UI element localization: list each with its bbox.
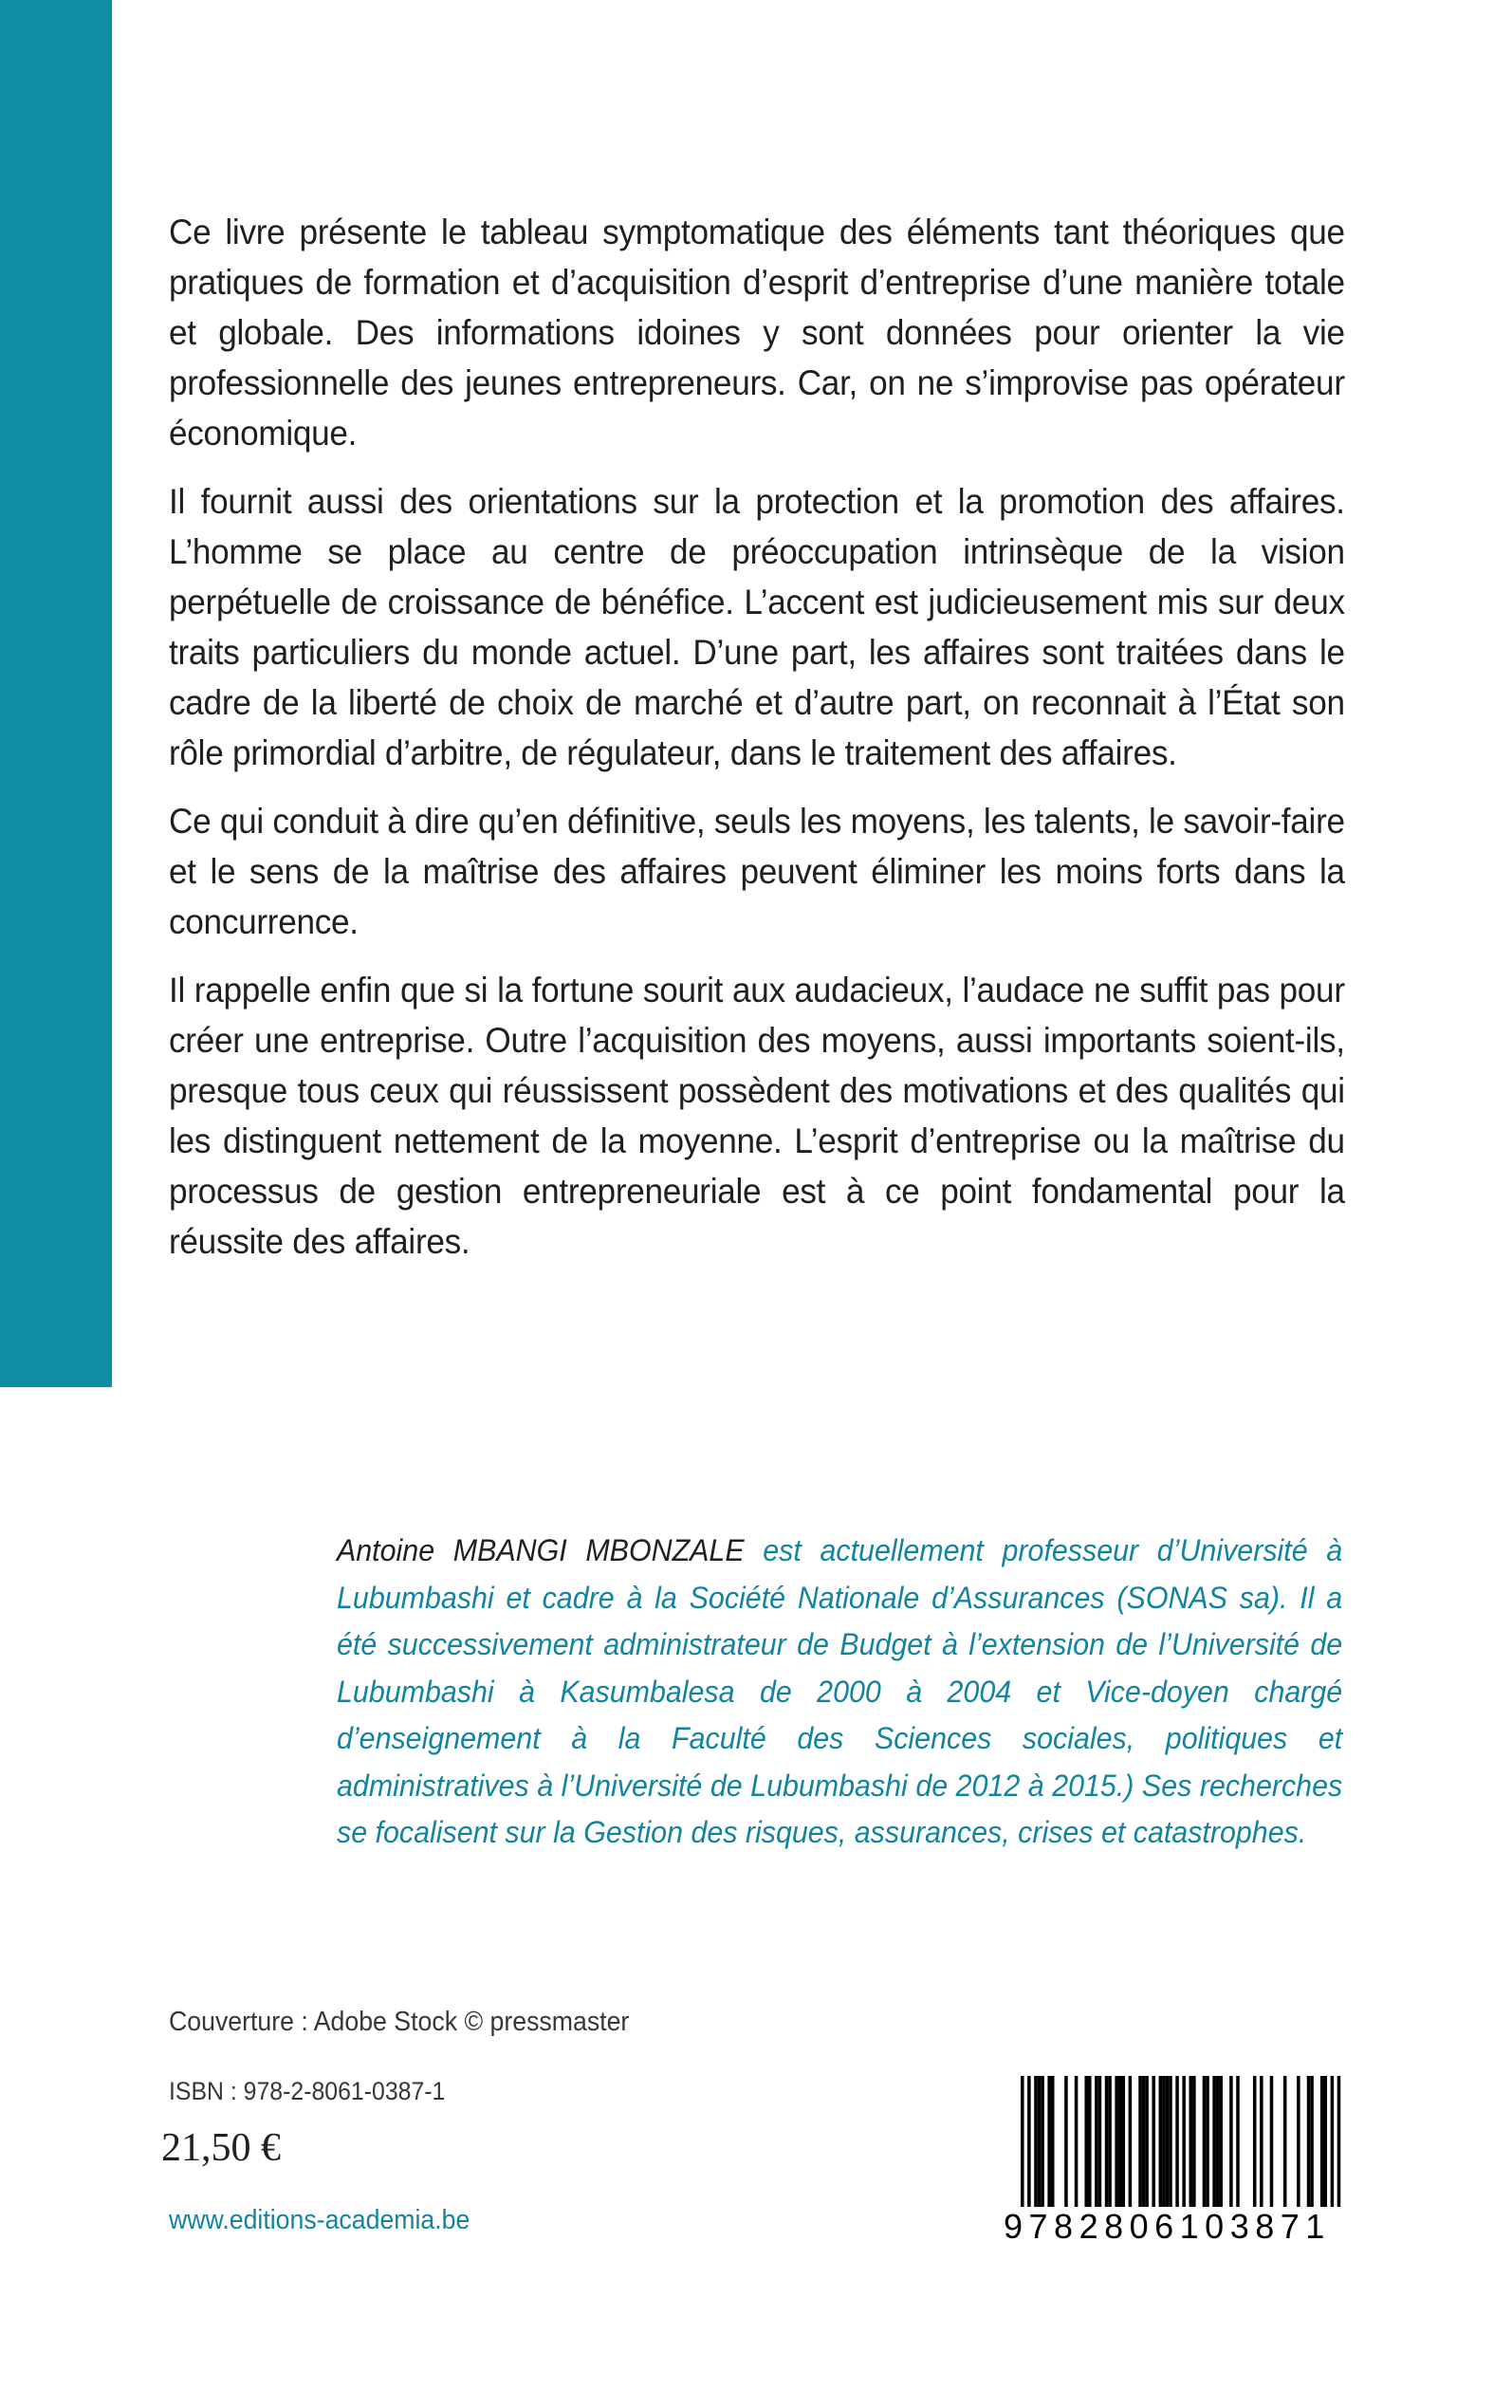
barcode-bar	[1219, 2076, 1223, 2218]
barcode-bar	[1152, 2076, 1155, 2218]
description-paragraph-2: Il fournit aussi des orientations sur la protection et la promotion des affaires. L’homme se place au centre de préoccupation intrinsèque de la vision perpétuelle de croissance de bénéfice. L’accent est judicieusement mis sur deux traits particuliers du monde actuel. D’une part, les affaires sont traitées dans le cadre de la liberté de choix de marché et d’autre part, on reconnait à l’État son rôle primordial d’arbitre, de régulateur, dans le traitement des affaires.	[169, 482, 1345, 772]
barcode-bar	[1021, 2076, 1024, 2218]
barcode-bars	[1004, 2076, 1345, 2218]
barcode-bar	[1095, 2076, 1098, 2218]
barcode-bar	[1098, 2076, 1102, 2218]
barcode-bar	[1192, 2076, 1196, 2218]
author-bio-body: est actuellement professeur d’Université à Lubumbashi et cadre à la Société Nationale d’Assurances (SONAS sa). Il a été successivement administrateur de Budget à l’extension de l’Université de Lubumbashi à Kasumbalesa de 2000 à 2004 et Vice-doyen chargé d’enseignement à la Faculté des Sciences sociales, politiques et administratives à l’Université de Lubumbashi de 2012 à 2015.) Ses recherches se focalisent sur la Gestion des risques, assurances, crises et catastrophes.	[337, 1533, 1343, 1849]
price: 21,50 €	[161, 2126, 281, 2170]
barcode-bar	[1270, 2076, 1274, 2218]
cover-credit: Couverture : Adobe Stock © pressmaster	[169, 2007, 630, 2037]
barcode	[1004, 2076, 1345, 2246]
barcode-bar	[1236, 2076, 1240, 2218]
barcode-bar	[1307, 2076, 1311, 2218]
barcode-bar	[1084, 2076, 1088, 2218]
description-paragraph-1: Ce livre présente le tableau symptomatique des éléments tant théoriques que pratiques de formation et d’acquisition d’esprit d’entreprise d’une manière totale et globale. Des informations idoines y sont données pour orienter la vie professionnelle des jeunes entrepreneurs. Car, on ne s’improvise pas opérateur économique.	[169, 213, 1345, 453]
barcode-bar	[1088, 2076, 1092, 2218]
barcode-bar	[1310, 2076, 1314, 2218]
barcode-digits: 9782806103871	[1004, 2207, 1345, 2247]
barcode-bar	[1189, 2076, 1193, 2218]
barcode-bar	[1145, 2076, 1149, 2218]
barcode-bar	[1051, 2076, 1055, 2218]
isbn: ISBN : 978-2-8061-0387-1	[169, 2077, 446, 2105]
book-description	[169, 207, 1345, 1285]
description-paragraph-4: Il rappelle enfin que si la fortune sourit aux audacieux, l’audace ne suffit pas pour créer une entreprise. Outre l’acquisition des moyens, aussi importants soient-ils, presque tous ceux qui réussissent possèdent des motivations et des qualités qui les distinguent nettement de la moyenne. L’esprit d’entreprise ou la maîtrise du processus de gestion entrepreneuriale est à ce point fondamental pour la réussite des affaires.	[169, 971, 1345, 1261]
barcode-bar	[1283, 2076, 1287, 2218]
barcode-bar	[1162, 2076, 1166, 2218]
barcode-bar	[1229, 2076, 1233, 2218]
barcode-bar	[1034, 2076, 1038, 2218]
barcode-bar	[1027, 2076, 1031, 2218]
author-bio-text	[337, 1528, 1342, 1857]
barcode-bar	[1108, 2076, 1112, 2218]
barcode-bar	[1038, 2076, 1042, 2218]
barcode-bar	[1320, 2076, 1324, 2218]
barcode-bar	[1182, 2076, 1186, 2218]
barcode-bar	[1324, 2076, 1328, 2218]
barcode-bar	[1260, 2076, 1263, 2218]
barcode-bar	[1212, 2076, 1216, 2218]
barcode-bar	[1337, 2076, 1341, 2218]
barcode-bar	[1118, 2076, 1122, 2218]
barcode-bar	[1105, 2076, 1109, 2218]
barcode-bar	[1169, 2076, 1172, 2218]
barcode-bar	[1166, 2076, 1170, 2218]
barcode-bar	[1297, 2076, 1300, 2218]
author-name: Antoine MBANGI MBONZALE	[337, 1533, 745, 1567]
barcode-bar	[1047, 2076, 1051, 2218]
barcode-bar	[1203, 2076, 1207, 2218]
author-bio	[337, 1528, 1342, 1857]
barcode-bar	[1115, 2076, 1118, 2218]
website-link[interactable]: www.editions-academia.be	[169, 2205, 470, 2235]
barcode-bar	[1159, 2076, 1163, 2218]
barcode-bar	[1331, 2076, 1335, 2218]
barcode-bar	[1206, 2076, 1209, 2218]
description-paragraph-3: Ce qui conduit à dire qu’en définitive, seuls les moyens, les talents, le savoir-faire et le sens de la maîtrise des affaires peuvent éliminer les moins forts dans la concurrence.	[169, 802, 1345, 941]
barcode-bar	[1138, 2076, 1142, 2218]
barcode-bar	[1175, 2076, 1179, 2218]
barcode-bar	[1142, 2076, 1146, 2218]
barcode-bar	[1129, 2076, 1133, 2218]
barcode-bar	[1253, 2076, 1257, 2218]
barcode-bar	[1075, 2076, 1079, 2218]
accent-band	[0, 0, 112, 1387]
barcode-bar	[1122, 2076, 1126, 2218]
barcode-bar	[1216, 2076, 1220, 2218]
barcode-bar	[1041, 2076, 1044, 2218]
barcode-bar	[1064, 2076, 1068, 2218]
